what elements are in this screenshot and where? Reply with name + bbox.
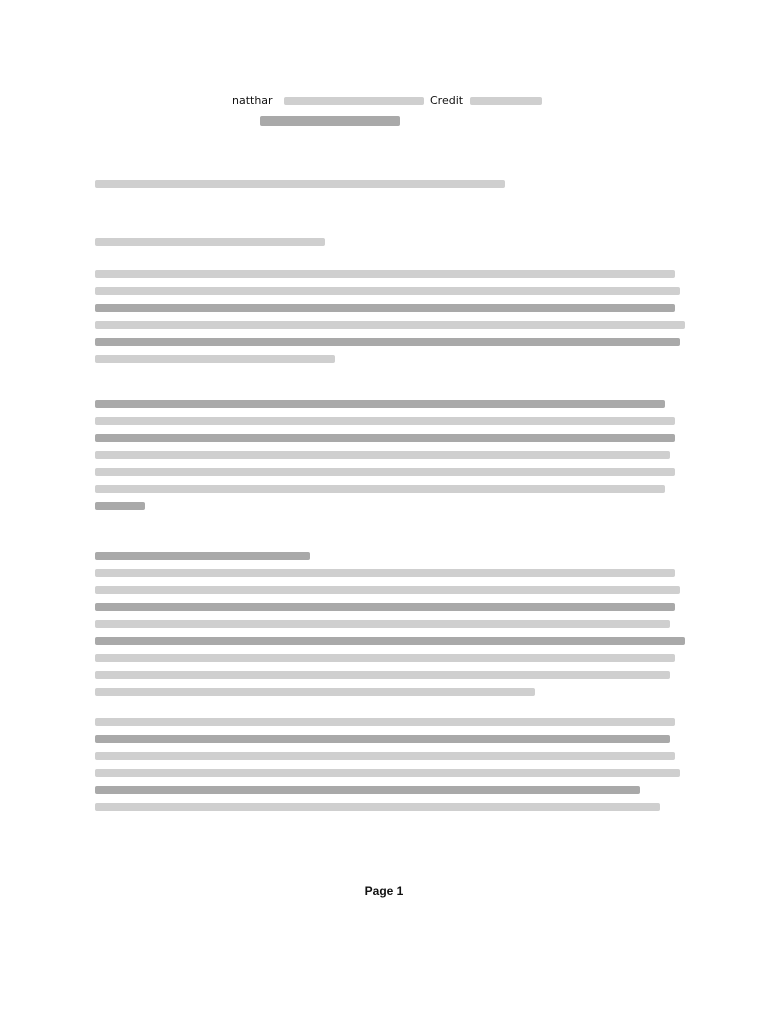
header-credit-word: Credit	[430, 94, 464, 107]
header-line-1	[232, 94, 542, 108]
header-line-1-text-a	[284, 97, 424, 105]
document-title	[260, 116, 400, 126]
header-line-1-text-b	[470, 97, 542, 105]
paragraph-1	[95, 270, 695, 360]
paragraph-3	[95, 552, 695, 697]
header-author: natthar	[232, 94, 273, 107]
section-heading	[95, 238, 325, 246]
page-number: Page 1	[364, 884, 404, 898]
paragraph-4	[95, 718, 695, 863]
paragraph-2	[95, 400, 695, 530]
intro-line	[95, 180, 505, 188]
